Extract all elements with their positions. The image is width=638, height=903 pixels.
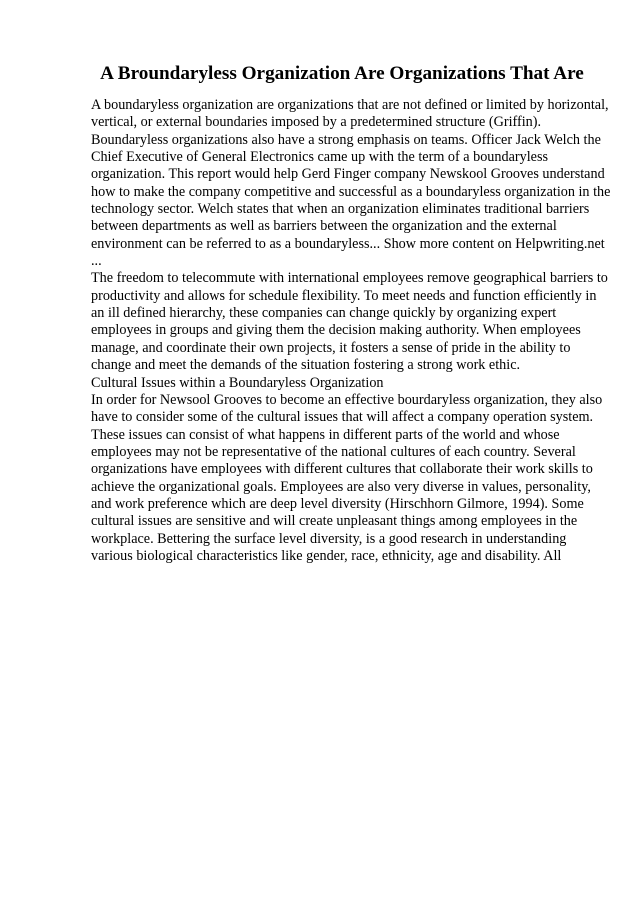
body-paragraph-cultural: In order for Newsool Grooves to become an effective bourdaryless organization, they also have to consider some of the cultural issues that will affect a company operation system. These issues can consist of what happens in different parts of the world and whose employees may not be representative of the national cultures of each country. Several organizations have employees with different cultures that collaborate their work skills to achieve the organizational goals. Employees are also very diverse in values, personality, and work preference which are deep level diversity (Hirschhorn Gilmore, 1994). Some cultural issues are sensitive and will create unpleasant things among employees in the workplace. Bettering the surface level diversity, is a good research in understanding various biological characteristics like gender, race, ethnicity, age and disability. All — [91, 391, 603, 564]
body-paragraph-intro: A boundaryless organization are organizations that are not defined or limited by horizontal, vertical, or external boundaries imposed by a predetermined structure (Griffin). Boundaryless organizations also have a strong emphasis on teams. Officer Jack Welch the Chief Executive of General Electronics came up with the term of a boundaryless organization. This report would help Gerd Finger company Newskool Grooves understand how to make the company competitive and successful as a boundaryless organization in the technology sector. Welch states that when an organization eliminates traditional barriers between departments as well as barriers between the organization and the external environment can be referred to as a boundaryless... Show more content on Helpwriting.net ... — [91, 97, 611, 270]
document-title: A Broundaryless Organization Are Organizations That Are — [100, 63, 584, 84]
body-paragraph-telecommute: The freedom to telecommute with international employees remove geographical barriers to productivity and allows for schedule flexibility. To meet needs and function efficiently in an ill defined hierarchy, these companies can change quickly by organizing expert employees in groups and giving them the decision making authority. When employees manage, and coordinate their own projects, it fosters a sense of pride in the ability to change and meet the demands of the situation fostering a strong work ethic. — [91, 270, 608, 374]
document-body — [91, 97, 611, 565]
section-heading-cultural-issues: Cultural Issues within a Boundaryless Organization — [91, 374, 384, 391]
